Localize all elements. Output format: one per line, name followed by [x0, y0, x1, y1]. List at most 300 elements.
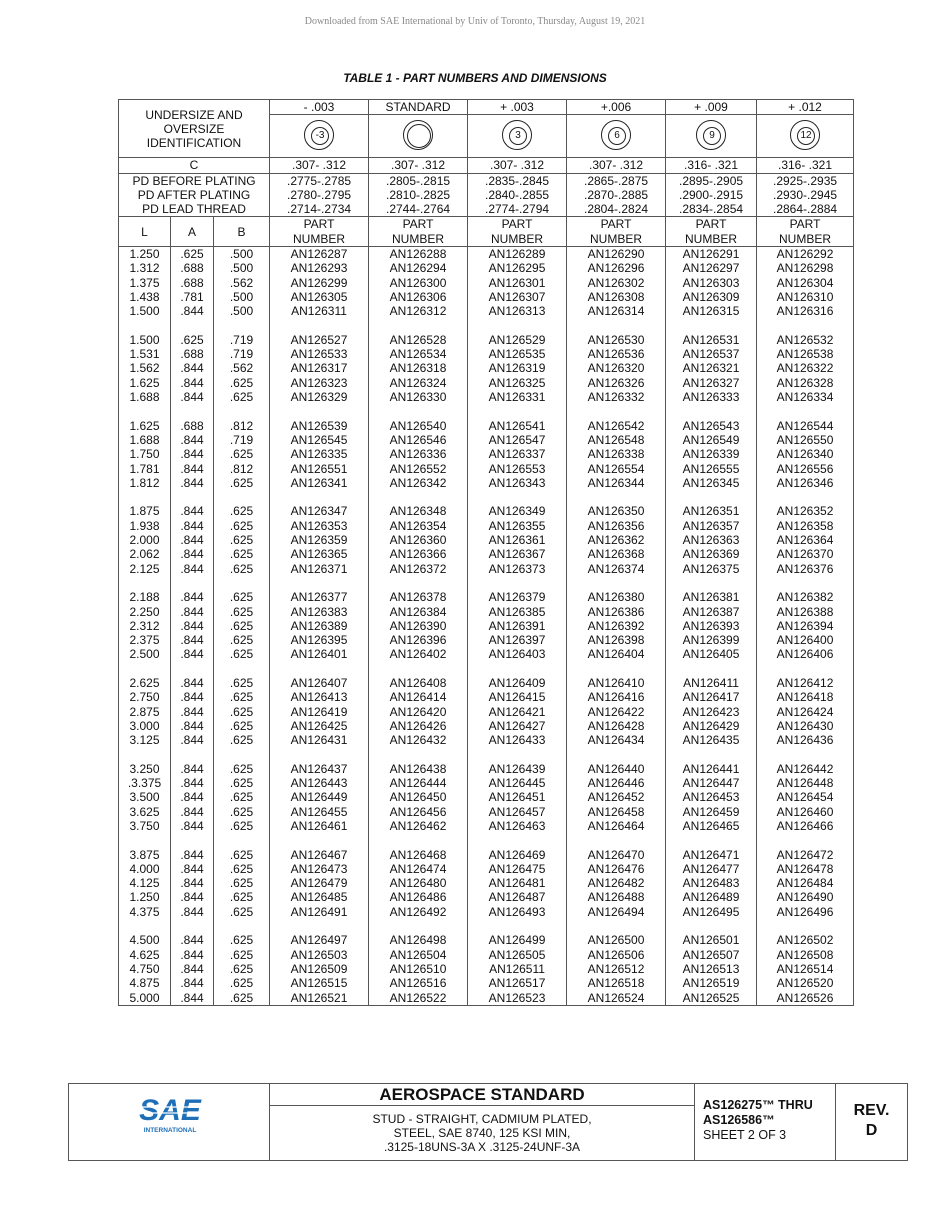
c-value: .307- .312 — [468, 158, 567, 173]
table-cell: AN126466 — [776, 818, 834, 833]
row-group — [171, 419, 213, 490]
table-cell: AN126476 — [587, 861, 645, 876]
table-cell: 4.875 — [129, 976, 160, 991]
table-cell: AN126500 — [587, 933, 645, 948]
table-cell: AN126381 — [682, 590, 740, 605]
table-cell: AN126469 — [488, 847, 546, 862]
table-cell: AN126523 — [488, 990, 546, 1005]
table-cell: .500 — [229, 247, 254, 262]
table-cell: AN126287 — [290, 247, 348, 262]
row-group — [369, 504, 467, 575]
table-cell: 5.000 — [129, 990, 160, 1005]
table-cell: 1.750 — [129, 447, 160, 462]
row-group — [119, 333, 170, 404]
c-value: .316- .321 — [666, 158, 757, 173]
table-cell: .625 — [229, 804, 254, 819]
table-cell: AN126297 — [682, 261, 740, 276]
table-cell: AN126439 — [488, 761, 546, 776]
table-cell: AN126526 — [776, 990, 834, 1005]
table-cell: .625 — [229, 475, 254, 490]
table-cell: .688 — [180, 418, 204, 433]
table-cell: AN126406 — [776, 647, 834, 662]
row-group — [270, 676, 368, 747]
table-cell: AN126449 — [290, 790, 348, 805]
table-cell: .625 — [229, 647, 254, 662]
table-cell: AN126391 — [488, 618, 546, 633]
table-cell: AN126531 — [682, 332, 740, 347]
table-cell: AN126302 — [587, 275, 645, 290]
table-cell: AN126491 — [290, 904, 348, 919]
table-cell: 1.625 — [129, 418, 160, 433]
part-numbers-plus-003 — [468, 247, 567, 1006]
table-cell: AN126383 — [290, 604, 348, 619]
row-group — [369, 762, 467, 833]
row-group — [369, 848, 467, 919]
part-numbers-plus-009 — [666, 247, 757, 1006]
table-cell: AN126506 — [587, 947, 645, 962]
circle-mark-icon: 12 — [790, 120, 820, 150]
table-cell: 4.375 — [129, 904, 160, 919]
table-cell: .844 — [180, 904, 204, 919]
table-cell: .625 — [229, 590, 254, 605]
description-text: STUD - STRAIGHT, CADMIUM PLATED, STEEL, SAE 8740, 125 KSI MIN, .3125-18UNS-3A X .3125-24UNF-3A — [372, 1112, 592, 1154]
table-cell: AN126341 — [290, 475, 348, 490]
table-cell: AN126347 — [290, 504, 348, 519]
table-cell: AN126555 — [682, 461, 740, 476]
table-cell: .844 — [180, 475, 204, 490]
table-cell: .625 — [229, 547, 254, 562]
table-cell: .625 — [229, 761, 254, 776]
table-cell: AN126399 — [682, 633, 740, 648]
table-cell: AN126546 — [389, 432, 447, 447]
table-cell: AN126551 — [290, 461, 348, 476]
table-cell: AN126465 — [682, 818, 740, 833]
table-cell: AN126536 — [587, 347, 645, 362]
table-cell: AN126422 — [587, 704, 645, 719]
table-cell: AN126335 — [290, 447, 348, 462]
table-cell: AN126485 — [290, 890, 348, 905]
table-cell: 4.750 — [129, 961, 160, 976]
table-cell: AN126522 — [389, 990, 447, 1005]
table-cell: 4.500 — [129, 933, 160, 948]
table-cell: 1.531 — [129, 347, 160, 362]
row-group — [567, 247, 665, 318]
row-group — [666, 676, 756, 747]
table-cell: 2.250 — [129, 604, 160, 619]
table-cell: AN126427 — [488, 718, 546, 733]
table-cell: AN126468 — [389, 847, 447, 862]
row-group — [119, 504, 170, 575]
row-group — [567, 762, 665, 833]
table-cell: AN126410 — [587, 675, 645, 690]
table-cell: AN126384 — [389, 604, 447, 619]
column-standard: STANDARD — [369, 100, 468, 115]
table-cell: AN126431 — [290, 733, 348, 748]
row-group — [214, 762, 269, 833]
table-cell: AN126369 — [682, 547, 740, 562]
table-cell: AN126424 — [776, 704, 834, 719]
table-cell: AN126456 — [389, 804, 447, 819]
row-group — [369, 419, 467, 490]
table-cell: .844 — [180, 776, 204, 791]
part-numbers-minus-003 — [270, 247, 369, 1006]
table-cell: AN126477 — [682, 861, 740, 876]
row-group — [567, 504, 665, 575]
table-cell: AN126509 — [290, 961, 348, 976]
table-cell: AN126514 — [776, 961, 834, 976]
table-cell: 1.375 — [129, 275, 160, 290]
table-cell: AN126490 — [776, 890, 834, 905]
pd-values: .2775-.2785 .2780-.2795 .2714-.2734 — [270, 173, 369, 217]
table-cell: .844 — [180, 647, 204, 662]
table-cell: AN126321 — [682, 361, 740, 376]
table-cell: AN126293 — [290, 261, 348, 276]
table-cell: .625 — [229, 890, 254, 905]
table-cell: AN126295 — [488, 261, 546, 276]
table-cell: AN126374 — [587, 561, 645, 576]
table-cell: .844 — [180, 547, 204, 562]
table-cell: AN126452 — [587, 790, 645, 805]
part-numbers-plus-012 — [757, 247, 854, 1006]
table-cell: AN126355 — [488, 518, 546, 533]
table-cell: 2.062 — [129, 547, 160, 562]
table-cell: AN126315 — [682, 304, 740, 319]
column-plus-003: + .003 — [468, 100, 567, 115]
table-cell: AN126538 — [776, 347, 834, 362]
table-cell: AN126487 — [488, 890, 546, 905]
table-cell: AN126432 — [389, 733, 447, 748]
table-cell: AN126515 — [290, 976, 348, 991]
table-cell: .844 — [180, 304, 204, 319]
row-group — [468, 848, 566, 919]
circle-mark-icon — [403, 120, 433, 150]
row-group — [270, 848, 368, 919]
table-cell: AN126409 — [488, 675, 546, 690]
table-cell: AN126289 — [488, 247, 546, 262]
table-cell: .719 — [229, 432, 254, 447]
table-cell: 2.750 — [129, 690, 160, 705]
table-cell: .625 — [229, 933, 254, 948]
table-cell: AN126310 — [776, 289, 834, 304]
table-cell: AN126402 — [389, 647, 447, 662]
table-cell: AN126428 — [587, 718, 645, 733]
row-group — [666, 504, 756, 575]
table-cell: AN126316 — [776, 304, 834, 319]
row-group — [757, 933, 853, 1004]
row-group — [214, 419, 269, 490]
table-cell: AN126395 — [290, 633, 348, 648]
table-cell: 1.938 — [129, 518, 160, 533]
row-group — [119, 676, 170, 747]
row-group — [119, 419, 170, 490]
table-cell: AN126470 — [587, 847, 645, 862]
table-cell: AN126299 — [290, 275, 348, 290]
row-group — [757, 333, 853, 404]
table-cell: AN126306 — [389, 289, 447, 304]
table-cell: AN126502 — [776, 933, 834, 948]
table-cell: AN126461 — [290, 818, 348, 833]
table-cell: AN126440 — [587, 761, 645, 776]
pd-values: .2865-.2875 .2870-.2885 .2804-.2824 — [567, 173, 666, 217]
table-cell: AN126323 — [290, 375, 348, 390]
row-group — [567, 419, 665, 490]
table-cell: AN126550 — [776, 432, 834, 447]
table-cell: AN126296 — [587, 261, 645, 276]
table-cell: AN126292 — [776, 247, 834, 262]
table-cell: AN126482 — [587, 876, 645, 891]
table-cell: AN126388 — [776, 604, 834, 619]
table-cell: AN126501 — [682, 933, 740, 948]
table-cell: 4.625 — [129, 947, 160, 962]
l-values — [119, 247, 171, 1006]
table-cell: .844 — [180, 675, 204, 690]
table-cell: AN126445 — [488, 776, 546, 791]
column-minus-003: - .003 — [270, 100, 369, 115]
circle-mark-icon: 9 — [696, 120, 726, 150]
table-cell: .625 — [229, 618, 254, 633]
table-cell: AN126353 — [290, 518, 348, 533]
table-cell: AN126304 — [776, 275, 834, 290]
table-cell: AN126415 — [488, 690, 546, 705]
table-cell: AN126548 — [587, 432, 645, 447]
table-cell: .3.375 — [127, 776, 162, 791]
table-cell: 2.312 — [129, 618, 160, 633]
table-cell: AN126438 — [389, 761, 447, 776]
table-cell: .844 — [180, 847, 204, 862]
table-cell: .844 — [180, 818, 204, 833]
row-group — [214, 590, 269, 661]
table-cell: .844 — [180, 361, 204, 376]
table-cell: AN126344 — [587, 475, 645, 490]
table-cell: 1.812 — [129, 475, 160, 490]
table-cell: AN126342 — [389, 475, 447, 490]
a-values — [171, 247, 214, 1006]
table-cell: .844 — [180, 533, 204, 548]
table-cell: AN126504 — [389, 947, 447, 962]
table-cell: .625 — [229, 776, 254, 791]
table-cell: AN126403 — [488, 647, 546, 662]
row-group — [119, 590, 170, 661]
table-cell: .625 — [229, 447, 254, 462]
c-value: .307- .312 — [567, 158, 666, 173]
table-cell: .844 — [180, 618, 204, 633]
table-cell: AN126507 — [682, 947, 740, 962]
table-cell: AN126458 — [587, 804, 645, 819]
row-group — [171, 676, 213, 747]
table-cell: AN126313 — [488, 304, 546, 319]
row-group — [171, 504, 213, 575]
row-group — [270, 504, 368, 575]
table-cell: .844 — [180, 461, 204, 476]
table-cell: 1.438 — [129, 289, 160, 304]
row-group — [369, 933, 467, 1004]
table-cell: AN126352 — [776, 504, 834, 519]
part-number-header: PART NUMBER — [666, 217, 757, 247]
table-cell: AN126453 — [682, 790, 740, 805]
table-cell: .625 — [229, 704, 254, 719]
table-cell: .719 — [229, 347, 254, 362]
table-cell: AN126371 — [290, 561, 348, 576]
table-cell: .844 — [180, 432, 204, 447]
table-cell: AN126425 — [290, 718, 348, 733]
table-cell: AN126503 — [290, 947, 348, 962]
table-cell: AN126541 — [488, 418, 546, 433]
table-cell: .625 — [229, 947, 254, 962]
svg-text:INTERNATIONAL: INTERNATIONAL — [143, 1127, 197, 1134]
c-value: .307- .312 — [369, 158, 468, 173]
table-cell: AN126450 — [389, 790, 447, 805]
table-cell: AN126446 — [587, 776, 645, 791]
table-cell: .625 — [229, 375, 254, 390]
table-cell: AN126288 — [389, 247, 447, 262]
c-label: C — [119, 158, 270, 173]
row-group — [369, 247, 467, 318]
table-cell: AN126332 — [587, 390, 645, 405]
table-cell: .844 — [180, 804, 204, 819]
table-cell: AN126319 — [488, 361, 546, 376]
table-cell: AN126389 — [290, 618, 348, 633]
table-cell: AN126464 — [587, 818, 645, 833]
table-cell: AN126290 — [587, 247, 645, 262]
table-cell: AN126479 — [290, 876, 348, 891]
table-cell: AN126524 — [587, 990, 645, 1005]
table-cell: .625 — [229, 561, 254, 576]
pd-values: .2805-.2815 .2810-.2825 .2744-.2764 — [369, 173, 468, 217]
document-number: AS126275™ THRU AS126586™ SHEET 2 OF 3 — [695, 1084, 836, 1160]
table-cell: AN126471 — [682, 847, 740, 862]
table-cell: 1.250 — [129, 890, 160, 905]
table-cell: 1.562 — [129, 361, 160, 376]
row-group — [567, 933, 665, 1004]
row-group — [369, 590, 467, 661]
table-cell: .562 — [229, 275, 254, 290]
row-group — [468, 333, 566, 404]
table-cell: AN126467 — [290, 847, 348, 862]
row-group — [171, 247, 213, 318]
table-cell: AN126372 — [389, 561, 447, 576]
table-cell: AN126459 — [682, 804, 740, 819]
part-number-header: PART NUMBER — [270, 217, 369, 247]
table-cell: AN126357 — [682, 518, 740, 533]
table-cell: .844 — [180, 733, 204, 748]
standard-description — [270, 1084, 695, 1160]
table-cell: 3.000 — [129, 718, 160, 733]
table-cell: AN126494 — [587, 904, 645, 919]
table-cell: AN126408 — [389, 675, 447, 690]
table-cell: AN126294 — [389, 261, 447, 276]
table-cell: AN126512 — [587, 961, 645, 976]
table-cell: 2.188 — [129, 590, 160, 605]
table-cell: AN126527 — [290, 332, 348, 347]
table-cell: AN126379 — [488, 590, 546, 605]
row-group — [171, 933, 213, 1004]
row-group — [567, 676, 665, 747]
table-cell: AN126382 — [776, 590, 834, 605]
row-group — [666, 848, 756, 919]
table-cell: 1.688 — [129, 432, 160, 447]
table-cell: AN126385 — [488, 604, 546, 619]
row-group — [369, 333, 467, 404]
table-cell: AN126375 — [682, 561, 740, 576]
table-cell: AN126305 — [290, 289, 348, 304]
table-cell: .812 — [229, 461, 254, 476]
table-cell: AN126519 — [682, 976, 740, 991]
row-group — [757, 504, 853, 575]
table-cell: .500 — [229, 261, 254, 276]
row-group — [119, 848, 170, 919]
table-cell: AN126542 — [587, 418, 645, 433]
table-cell: AN126419 — [290, 704, 348, 719]
l-column-header: L — [119, 217, 171, 247]
pd-values: .2835-.2845 .2840-.2855 .2774-.2794 — [468, 173, 567, 217]
table-cell: .625 — [229, 504, 254, 519]
table-cell: 2.375 — [129, 633, 160, 648]
table-cell: .625 — [229, 718, 254, 733]
table-cell: AN126484 — [776, 876, 834, 891]
table-cell: AN126404 — [587, 647, 645, 662]
table-cell: .844 — [180, 390, 204, 405]
table-cell: AN126492 — [389, 904, 447, 919]
table-cell: 1.500 — [129, 304, 160, 319]
table-cell: .781 — [180, 289, 204, 304]
row-group — [214, 504, 269, 575]
row-group — [757, 848, 853, 919]
table-cell: .625 — [229, 518, 254, 533]
table-cell: AN126455 — [290, 804, 348, 819]
table-cell: AN126537 — [682, 347, 740, 362]
pd-values: .2895-.2905 .2900-.2915 .2834-.2854 — [666, 173, 757, 217]
c-value: .307- .312 — [270, 158, 369, 173]
table-cell: AN126393 — [682, 618, 740, 633]
row-group — [757, 762, 853, 833]
table-cell: AN126361 — [488, 533, 546, 548]
table-cell: 1.625 — [129, 375, 160, 390]
table-cell: AN126298 — [776, 261, 834, 276]
table-cell: AN126460 — [776, 804, 834, 819]
table-cell: .844 — [180, 961, 204, 976]
table-cell: AN126301 — [488, 275, 546, 290]
table-cell: AN126380 — [587, 590, 645, 605]
table-cell: AN126539 — [290, 418, 348, 433]
row-group — [119, 762, 170, 833]
row-group — [757, 419, 853, 490]
table-cell: AN126338 — [587, 447, 645, 462]
table-cell: AN126554 — [587, 461, 645, 476]
table-cell: 1.312 — [129, 261, 160, 276]
table-cell: AN126547 — [488, 432, 546, 447]
row-group — [666, 933, 756, 1004]
row-group — [171, 848, 213, 919]
table-cell: AN126331 — [488, 390, 546, 405]
table-cell: .625 — [229, 790, 254, 805]
table-cell: AN126508 — [776, 947, 834, 962]
table-cell: AN126390 — [389, 618, 447, 633]
table-cell: AN126407 — [290, 675, 348, 690]
table-cell: AN126436 — [776, 733, 834, 748]
row-group — [468, 762, 566, 833]
table-cell: AN126556 — [776, 461, 834, 476]
column-plus-006: +.006 — [567, 100, 666, 115]
table-cell: AN126411 — [683, 675, 739, 690]
table-cell: .719 — [229, 332, 254, 347]
table-cell: AN126327 — [682, 375, 740, 390]
revision-box: REV. D — [853, 1102, 890, 1139]
table-cell: AN126414 — [389, 690, 447, 705]
table-cell: AN126412 — [776, 675, 834, 690]
table-cell: .500 — [229, 304, 254, 319]
table-cell: 4.125 — [129, 876, 160, 891]
table-cell: 3.625 — [129, 804, 160, 819]
